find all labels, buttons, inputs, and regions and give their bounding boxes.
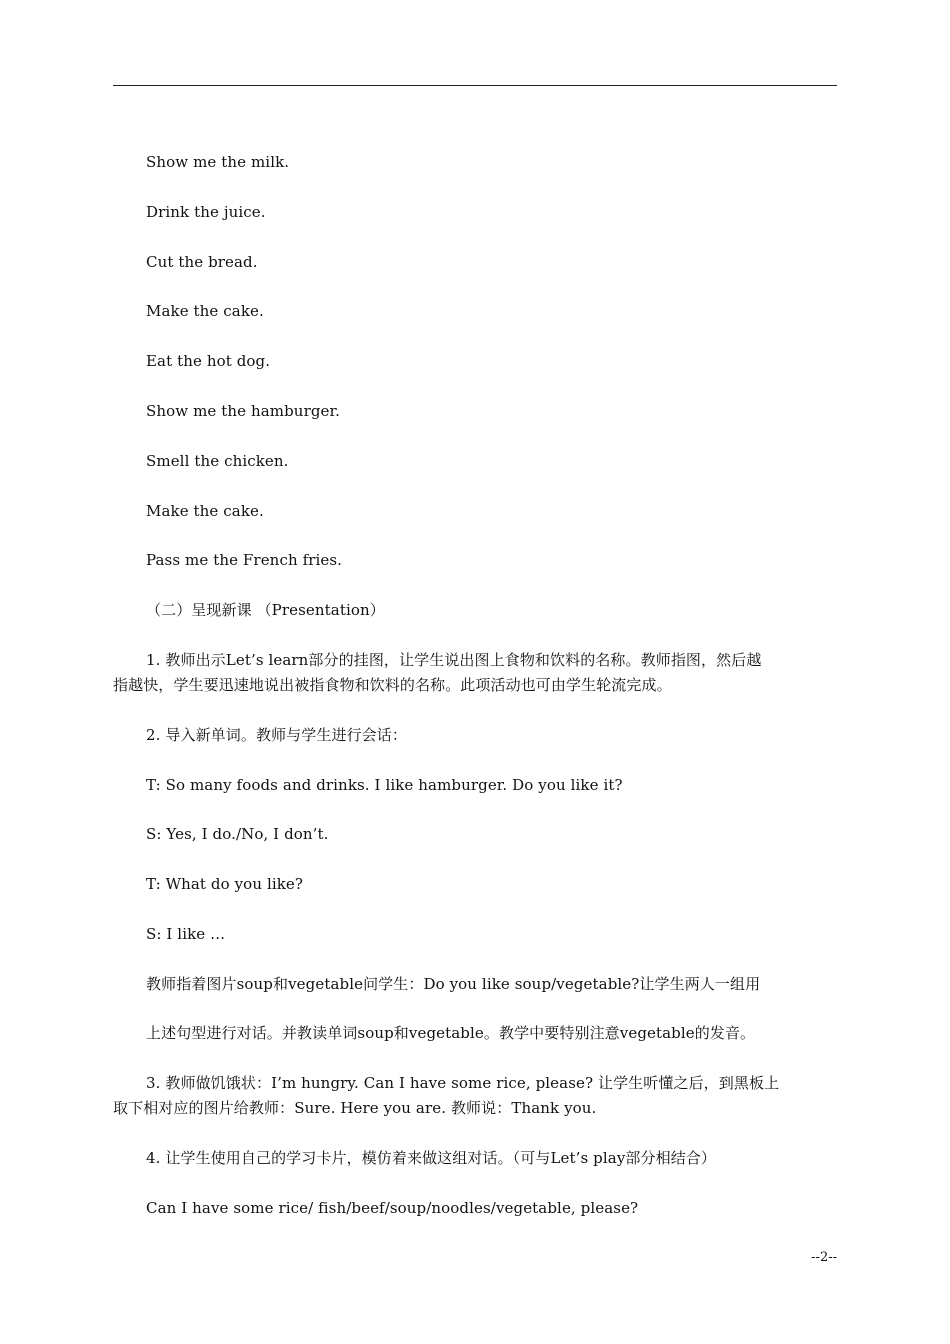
step1-line2: 指越快，学生要迅速地说出被指食物和饮料的名称。此项活动也可由学生轮流完成。 <box>113 676 672 694</box>
command-line-8: Make the cake. <box>146 502 264 520</box>
dialogue-line-1: T: So many foods and drinks. I like hamburger. Do you like it? <box>146 776 623 794</box>
header-rule <box>113 85 837 86</box>
dialogue-line-3: T: What do you like? <box>146 875 304 893</box>
command-line-7: Smell the chicken. <box>146 452 289 470</box>
command-line-5: Eat the hot dog. <box>146 352 271 370</box>
dialogue-line-2: S: Yes, I do./No, I don’t. <box>146 825 329 843</box>
step3-line1: 3. 教师做饥饿状：I’m hungry. Can I have some rice, please? 让学生听懂之后，到黑板上 <box>146 1074 780 1092</box>
step4-example: Can I have some rice/ fish/beef/soup/noodles/vegetable, please? <box>146 1199 639 1217</box>
command-line-4: Make the cake. <box>146 302 264 320</box>
command-line-1: Show me the milk. <box>146 153 290 171</box>
step3-line2: 取下相对应的图片给教师：Sure. Here you are. 教师说：Thank you. <box>113 1099 597 1117</box>
command-line-3: Cut the bread. <box>146 253 258 271</box>
step4-intro: 4. 让学生使用自己的学习卡片，模仿着来做这组对话。（可与Let’s play部分相结合） <box>146 1149 716 1167</box>
dialogue-line-4: S: I like … <box>146 925 226 943</box>
step2-note-line1: 教师指着图片soup和vegetable问学生：Do you like soup/vegetable?让学生两人一组用 <box>146 975 761 993</box>
step2-note-line2: 上述句型进行对话。并教读单词soup和vegetable。教学中要特别注意vegetable的发音。 <box>146 1024 756 1042</box>
command-line-6: Show me the hamburger. <box>146 402 341 420</box>
command-line-2: Drink the juice. <box>146 203 266 221</box>
step1-line1: 1. 教师出示Let’s learn部分的挂图，让学生说出图上食物和饮料的名称。教师指图，然后越 <box>146 651 762 669</box>
section-heading: （二）呈现新课 （Presentation） <box>146 601 385 619</box>
step2-intro: 2. 导入新单词。教师与学生进行会话： <box>146 726 407 744</box>
command-line-9: Pass me the French fries. <box>146 551 343 569</box>
page-number: --2-- <box>811 1250 837 1265</box>
